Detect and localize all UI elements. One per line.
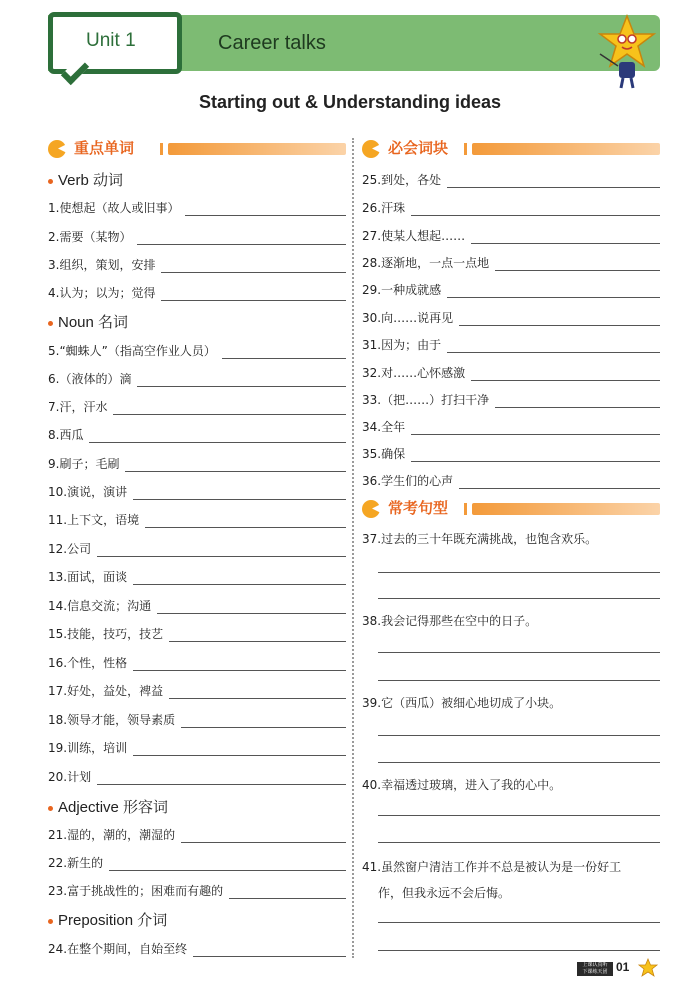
word-prompt: 17.好处，益处，裨益 <box>48 682 167 699</box>
phrase-item <box>362 472 660 492</box>
answer-line[interactable] <box>378 922 660 923</box>
answer-line[interactable] <box>133 499 346 500</box>
answer-line[interactable] <box>411 215 660 216</box>
phrase-prompt: 34.全年 <box>362 418 409 435</box>
word-prompt: 18.领导才能，领导素质 <box>48 711 179 728</box>
answer-line[interactable] <box>145 527 346 528</box>
word-item <box>48 256 346 276</box>
section-head-sentences <box>362 497 660 521</box>
star-mascot-icon <box>596 14 658 90</box>
answer-line[interactable] <box>378 735 660 736</box>
answer-line[interactable] <box>169 698 346 699</box>
word-item <box>48 940 346 960</box>
answer-line[interactable] <box>471 380 660 381</box>
word-prompt: 19.训练，培训 <box>48 739 131 756</box>
answer-line[interactable] <box>97 556 346 557</box>
answer-line[interactable] <box>447 187 660 188</box>
answer-line[interactable] <box>185 215 346 216</box>
word-item <box>48 826 346 846</box>
word-prompt: 2.需要（某物） <box>48 228 135 245</box>
answer-line[interactable] <box>471 243 660 244</box>
section-head-key-words <box>48 137 346 161</box>
section-head-phrases <box>362 137 660 161</box>
section-title: 必会词块 <box>388 139 449 157</box>
word-prompt: 8.西瓜 <box>48 426 87 443</box>
pacman-icon <box>362 500 380 518</box>
word-prompt: 14.信息交流；沟通 <box>48 597 155 614</box>
word-prompt: 21.湿的，潮的，潮湿的 <box>48 826 179 843</box>
star-icon <box>638 958 658 978</box>
phrase-prompt: 26.汗珠 <box>362 199 409 216</box>
sentence-prompt: 41.虽然窗户清洁工作并不总是被认为是一份好工 <box>362 860 622 874</box>
word-prompt: 13.面试，面谈 <box>48 568 131 585</box>
sentence-prompt: 37.过去的三十年既充满挑战，也饱含欢乐。 <box>362 532 598 546</box>
word-item <box>48 342 346 362</box>
word-prompt: 5.“蜘蛛人”（指高空作业人员） <box>48 342 220 359</box>
answer-line[interactable] <box>181 727 346 728</box>
page-number: 01 <box>616 960 630 974</box>
word-prompt: 1.使想起（故人或旧事） <box>48 199 183 216</box>
answer-line[interactable] <box>193 956 346 957</box>
category-preposition: Preposition 介词 <box>48 909 167 930</box>
phrase-item <box>362 199 660 219</box>
word-item <box>48 426 346 446</box>
word-item <box>48 682 346 702</box>
phrase-item <box>362 254 660 274</box>
phrase-prompt: 31.因为；由于 <box>362 336 445 353</box>
answer-line[interactable] <box>459 325 660 326</box>
answer-line[interactable] <box>133 670 346 671</box>
word-item <box>48 854 346 874</box>
answer-line[interactable] <box>137 386 346 387</box>
phrase-item <box>362 227 660 247</box>
answer-line[interactable] <box>109 870 346 871</box>
answer-line[interactable] <box>89 442 346 443</box>
word-item <box>48 739 346 759</box>
word-prompt: 22.新生的 <box>48 854 107 871</box>
word-item <box>48 597 346 617</box>
sentence-prompt: 38.我会记得那些在空中的日子。 <box>362 614 538 628</box>
answer-line[interactable] <box>133 755 346 756</box>
phrase-item <box>362 309 660 329</box>
answer-line[interactable] <box>137 244 346 245</box>
word-prompt: 9.刷子；毛刷 <box>48 455 123 472</box>
answer-line[interactable] <box>161 272 346 273</box>
section-bar <box>472 503 660 515</box>
answer-line[interactable] <box>378 680 660 681</box>
word-item <box>48 455 346 475</box>
section-bar <box>472 143 660 155</box>
word-prompt: 23.富于挑战性的；困难而有趣的 <box>48 882 227 899</box>
phrase-item <box>362 445 660 465</box>
answer-line[interactable] <box>378 842 660 843</box>
answer-line[interactable] <box>378 815 660 816</box>
phrase-prompt: 35.确保 <box>362 445 409 462</box>
answer-line[interactable] <box>181 842 346 843</box>
phrase-prompt: 28.逐渐地，一点一点地 <box>362 254 493 271</box>
word-item <box>48 625 346 645</box>
answer-line[interactable] <box>222 358 346 359</box>
word-item <box>48 284 346 304</box>
answer-line[interactable] <box>169 641 346 642</box>
phrase-prompt: 36.学生们的心声 <box>362 472 457 489</box>
section-title: 重点单词 <box>74 139 135 157</box>
answer-line[interactable] <box>495 270 660 271</box>
word-prompt: 4.认为；以为；觉得 <box>48 284 159 301</box>
phrase-prompt: 32.对……心怀感激 <box>362 364 469 381</box>
category-verb: Verb 动词 <box>48 169 123 190</box>
answer-line[interactable] <box>495 407 660 408</box>
answer-line[interactable] <box>378 762 660 763</box>
answer-line[interactable] <box>411 461 660 462</box>
word-item <box>48 654 346 674</box>
phrase-prompt: 29.一种成就感 <box>362 281 445 298</box>
page-subtitle: Starting out & Understanding ideas <box>198 92 502 112</box>
sentence-prompt: 40.幸福透过玻璃，进入了我的心中。 <box>362 778 562 792</box>
word-prompt: 20.计划 <box>48 768 95 785</box>
answer-line[interactable] <box>378 598 660 599</box>
section-bar <box>168 143 346 155</box>
unit-label: Unit 1 <box>86 30 136 51</box>
sentence-prompt: 39.它（西瓜）被细心地切成了小块。 <box>362 696 562 710</box>
answer-line[interactable] <box>447 297 660 298</box>
phrase-item <box>362 418 660 438</box>
answer-line[interactable] <box>125 471 346 472</box>
word-prompt: 10.演说，演讲 <box>48 483 131 500</box>
category-noun: Noun 名词 <box>48 311 128 332</box>
answer-line[interactable] <box>157 613 346 614</box>
phrase-prompt: 33.（把……）打扫干净 <box>362 391 493 408</box>
word-item <box>48 228 346 248</box>
answer-line[interactable] <box>378 950 660 951</box>
answer-line[interactable] <box>459 488 660 489</box>
footer-tag: 上课认真听 下课练天团 <box>577 962 613 976</box>
category-adjective: Adjective 形容词 <box>48 796 168 817</box>
answer-line[interactable] <box>378 572 660 573</box>
word-item <box>48 199 346 219</box>
word-prompt: 12.公司 <box>48 540 95 557</box>
unit-title: Career talks <box>218 32 326 54</box>
phrase-item <box>362 391 660 411</box>
answer-line[interactable] <box>113 414 346 415</box>
word-item <box>48 568 346 588</box>
word-item <box>48 768 346 788</box>
pacman-icon <box>48 140 66 158</box>
phrase-item <box>362 171 660 191</box>
word-item <box>48 540 346 560</box>
phrase-prompt: 30.向……说再见 <box>362 309 457 326</box>
word-prompt: 3.组织，策划，安排 <box>48 256 159 273</box>
phrase-item <box>362 281 660 301</box>
word-item <box>48 483 346 503</box>
answer-line[interactable] <box>378 652 660 653</box>
word-prompt: 16.个性，性格 <box>48 654 131 671</box>
word-prompt: 7.汗，汗水 <box>48 398 111 415</box>
answer-line[interactable] <box>161 300 346 301</box>
word-prompt: 11.上下文，语境 <box>48 511 143 528</box>
answer-line[interactable] <box>447 352 660 353</box>
word-prompt: 15.技能，技巧，技艺 <box>48 625 167 642</box>
phrase-item <box>362 336 660 356</box>
section-title: 常考句型 <box>388 499 449 517</box>
word-item <box>48 511 346 531</box>
word-item <box>48 711 346 731</box>
sentence-prompt: 作，但我永远不会后悔。 <box>378 886 511 900</box>
word-prompt: 6.（液体的）滴 <box>48 370 135 387</box>
pacman-icon <box>362 140 380 158</box>
word-prompt: 24.在整个期间，自始至终 <box>48 940 191 957</box>
answer-line[interactable] <box>229 898 346 899</box>
phrase-prompt: 25.到处，各处 <box>362 171 445 188</box>
answer-line[interactable] <box>411 434 660 435</box>
answer-line[interactable] <box>133 584 346 585</box>
word-item <box>48 398 346 418</box>
answer-line[interactable] <box>97 784 346 785</box>
word-item <box>48 882 346 902</box>
word-item <box>48 370 346 390</box>
column-divider <box>352 138 354 958</box>
phrase-item <box>362 364 660 384</box>
phrase-prompt: 27.使某人想起…… <box>362 227 469 244</box>
